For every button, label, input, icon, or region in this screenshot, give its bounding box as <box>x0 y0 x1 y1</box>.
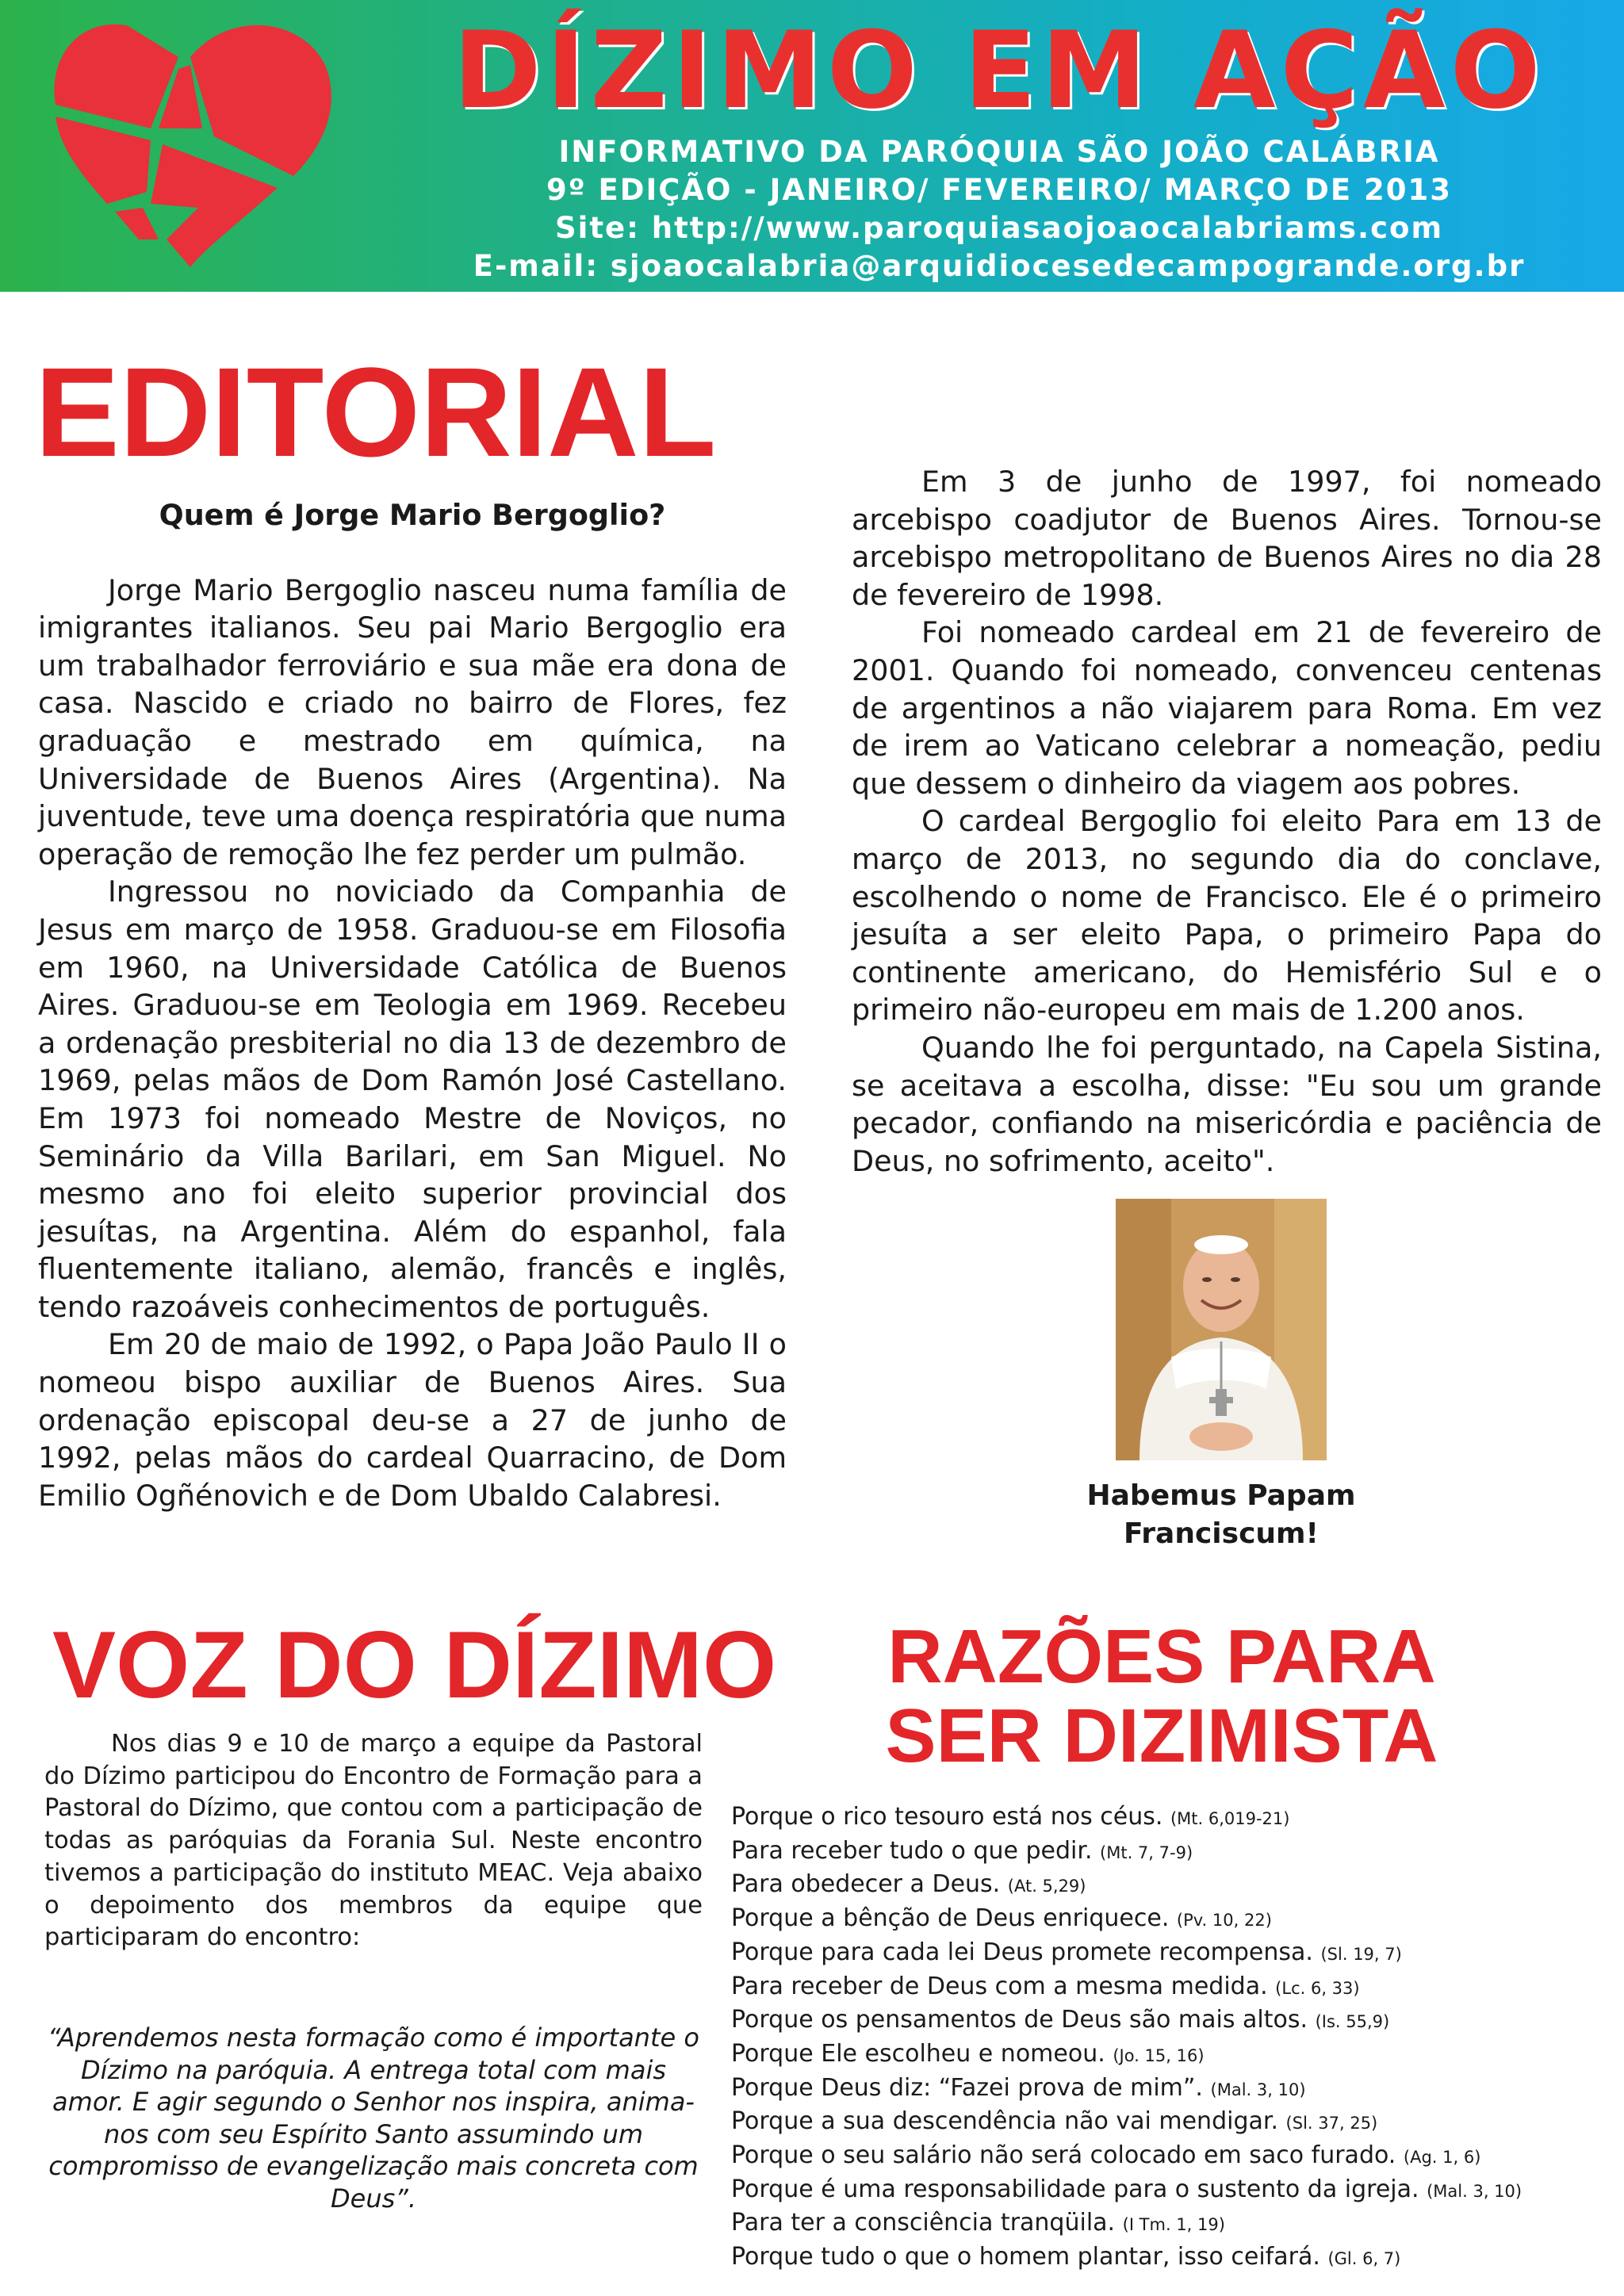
article-heading: Quem é Jorge Mario Bergoglio? <box>159 498 666 532</box>
email-link[interactable]: E-mail: sjoaocalabria@arquidiocesedecampogrande.org.br <box>473 249 1526 283</box>
list-item <box>731 1869 1611 1903</box>
paragraph: Jorge Mario Bergoglio nasceu numa família de imigrantes italianos. Seu pai Mario Bergoglio era um trabalhador ferroviário e sua mãe era dona de casa. Nascido e criado no bairro de Flores, fez graduação e mestrado em química, na Universidade de Buenos Aires (Argentina). Na juventude, teve uma doença respiratória que numa operação de remoção lhe fez perder um pulmão. <box>38 572 787 871</box>
list-item <box>731 1835 1611 1869</box>
voz-do-dizimo-text <box>44 1728 703 1954</box>
list-item <box>731 2241 1611 2275</box>
paragraph: O cardeal Bergoglio foi eleito Para em 13 de março de 2013, no segundo dia do conclave, escolhendo o nome de Francisco. Ele é o primeiro jesuíta a ser eleito Papa, o primeiro Papa do continente americano, do Hemisfério Sul e o primeiro não-europeu em mais de 1.200 anos. <box>852 804 1602 1027</box>
razoes-title <box>833 1614 1491 1778</box>
broken-heart-logo <box>32 10 349 279</box>
bible-reference: (Mal. 3, 10) <box>1210 2080 1306 2099</box>
bible-reference: (Jo. 15, 16) <box>1113 2045 1205 2065</box>
paragraph: Em 20 de maio de 1992, o Papa João Paulo II o nomeou bispo auxiliar de Buenos Aires. Sua ordenação episcopal deu-se a 27 de junho de 1992, pelas mãos do cardeal Quarracino, de Dom Emilio Ogñénovich e de Dom Ubaldo Calabresi. <box>38 1327 787 1513</box>
reason-text: Para receber de Deus com a mesma medida. <box>731 1972 1268 2000</box>
bible-reference: (Sl. 37, 25) <box>1285 2114 1378 2133</box>
list-item <box>731 1903 1611 1937</box>
list-item <box>731 2072 1611 2107</box>
bible-reference: (Is. 55,9) <box>1315 2012 1390 2032</box>
bible-reference: (Pv. 10, 22) <box>1176 1911 1272 1931</box>
bible-reference: (Lc. 6, 33) <box>1275 1978 1360 1998</box>
reason-text: Para receber tudo o que pedir. <box>731 1836 1093 1865</box>
reason-text: Porque tudo o que o homem plantar, isso ceifará. <box>731 2243 1320 2271</box>
reason-text: Porque o rico tesouro está nos céus. <box>731 1803 1163 1831</box>
header-banner <box>0 0 1624 292</box>
reasons-list <box>731 1801 1611 2275</box>
voz-do-dizimo-title: VOZ DO DÍZIMO <box>52 1612 777 1718</box>
newsletter-title: DÍZIMO EM AÇÃO <box>453 9 1545 132</box>
editorial-title: EDITORIAL <box>35 341 717 483</box>
bible-reference: (At. 5,29) <box>1007 1877 1086 1896</box>
reason-text: Porque é uma responsabilidade para o sustento da igreja. <box>731 2175 1419 2203</box>
photo-caption <box>1015 1477 1427 1553</box>
reason-text: Porque Deus diz: “Fazei prova de mim”. <box>731 2073 1203 2102</box>
reason-text: Porque o seu salário não será colocado em saco furado. <box>731 2141 1396 2170</box>
reason-text: Porque os pensamentos de Deus são mais altos. <box>731 2006 1308 2034</box>
pope-portrait-image <box>1116 1199 1327 1460</box>
bible-reference: (Mal. 3, 10) <box>1427 2181 1522 2201</box>
paragraph: Em 3 de junho de 1997, foi nomeado arcebispo coadjutor de Buenos Aires. Tornou-se arcebispo metropolitano de Buenos Aires no dia 28 de fevereiro de 1998. <box>852 465 1602 612</box>
bible-reference: (Gl. 6, 7) <box>1327 2249 1401 2269</box>
reason-text: Para ter a consciência tranqüila. <box>731 2209 1116 2237</box>
paragraph: Nos dias 9 e 10 de março a equipe da Pastoral do Dízimo participou do Encontro de Formação para a Pastoral do Dízimo, que contou com a participação de todas as paróquias da Forania Sul. Neste encontro tivemos a participação do instituto MEAC. Veja abaixo o depoimento dos membros da equipe que participaram do encontro: <box>44 1730 703 1952</box>
bible-reference: (Mt. 6,019-21) <box>1170 1809 1290 1828</box>
bible-reference: (Sl. 19, 7) <box>1320 1944 1402 1964</box>
parish-subtitle: INFORMATIVO DA PARÓQUIA SÃO JOÃO CALÁBRIA <box>558 135 1440 169</box>
caption-line-1: Habemus Papam <box>1086 1479 1356 1512</box>
list-item <box>731 1937 1611 1971</box>
paragraph: Ingressou no noviciado da Companhia de Jesus em março de 1958. Graduou-se em Filosofia em 1960, na Universidade Católica de Buenos Aires. Graduou-se em Teologia em 1969. Recebeu a ordenação presbiterial no dia 13 de dezembro de 1969, pelas mãos de Dom Ramón José Castellano. Em 1973 foi nomeado Mestre de Noviços, no Seminário da Villa Barilari, em San Miguel. No mesmo ano foi eleito superior provincial dos jesuítas, na Argentina. Além do espanhol, fala fluentemente italiano, alemão, francês e inglês, tendo razoáveis conhecimentos de português. <box>38 874 787 1324</box>
list-item <box>731 2140 1611 2174</box>
list-item <box>731 2004 1611 2038</box>
editorial-left-column <box>38 496 787 1514</box>
list-item <box>731 2207 1611 2241</box>
list-item <box>731 1971 1611 2005</box>
reason-text: Para obedecer a Deus. <box>731 1870 1001 1899</box>
reason-text: Porque a sua descendência não vai mendigar. <box>731 2107 1278 2136</box>
razoes-title-line-1: RAZÕES PARA <box>887 1614 1436 1699</box>
reason-text: Porque Ele escolheu e nomeou. <box>731 2039 1105 2068</box>
pope-photo <box>1116 1199 1327 1460</box>
list-item <box>731 2174 1611 2208</box>
reason-text: Porque a bênção de Deus enriquece. <box>731 1904 1170 1933</box>
razoes-title-line-2: SER DIZIMISTA <box>885 1693 1438 1778</box>
header-info <box>444 133 1554 285</box>
edition-line: 9º EDIÇÃO - JANEIRO/ FEVEREIRO/ MARÇO DE 2013 <box>546 173 1452 207</box>
paragraph: Foi nomeado cardeal em 21 de fevereiro de 2001. Quando foi nomeado, convenceu centenas de argentinos a não viajarem para Roma. Em vez de irem ao Vaticano celebrar a nomeação, pediu que dessem o dinheiro da viagem aos pobres. <box>852 615 1602 801</box>
paragraph: Quando lhe foi perguntado, na Capela Sistina, se aceitava a escolha, disse: "Eu sou um grande pecador, confiando na misericórdia e paciência de Deus, no sofrimento, aceito". <box>852 1030 1602 1178</box>
bible-reference: (Mt. 7, 7-9) <box>1100 1843 1193 1862</box>
bible-reference: (Ag. 1, 6) <box>1403 2148 1481 2168</box>
testimony-quote: “Aprendemos nesta formação como é importante o Dízimo na paróquia. A entrega total com mais amor. E agir segundo o Senhor nos inspira, anima-nos com seu Espírito Santo assumindo um compromisso de evangelização mais concreta com Deus”. <box>48 2022 699 2214</box>
site-link[interactable]: Site: http://www.paroquiasaojoaocalabriams.com <box>554 211 1443 245</box>
bible-reference: (I Tm. 1, 19) <box>1122 2215 1225 2235</box>
list-item <box>731 2106 1611 2140</box>
editorial-right-column <box>852 463 1602 1180</box>
list-item <box>731 2038 1611 2072</box>
list-item <box>731 1801 1611 1835</box>
caption-line-2: Franciscum! <box>1124 1517 1319 1550</box>
reason-text: Porque para cada lei Deus promete recompensa. <box>731 1938 1313 1966</box>
